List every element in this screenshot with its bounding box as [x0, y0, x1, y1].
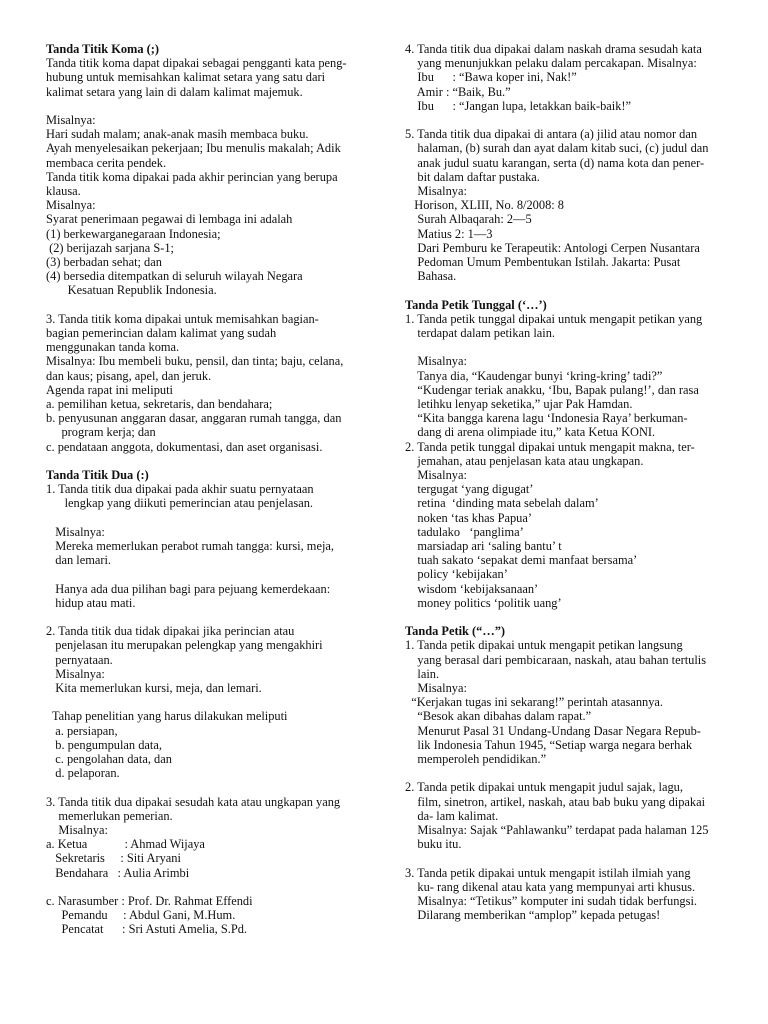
text-line: 4. Tanda titik dua dipakai dalam naskah drama sesudah kata	[405, 42, 702, 56]
blank-line	[46, 454, 364, 468]
text-line: tuah sakato ‘sepakat demi manfaat bersama’	[405, 553, 638, 568]
text-line: ku- rang dikenal atau kata yang mempunyai arti khusus.	[405, 879, 696, 894]
text-line: Misalnya: Sajak “Pahlawanku” terdapat pada halaman 125	[405, 823, 709, 838]
text-line: 5. Tanda titik dua dipakai di antara (a) jilid atau nomor dan	[405, 127, 698, 142]
text-line: 2. Tanda petik dipakai untuk mengapit judul sajak, lagu,	[405, 780, 683, 795]
blank-line	[405, 852, 727, 866]
text-line: menggunakan tanda koma.	[46, 340, 180, 355]
text-line: klausa.	[46, 184, 81, 199]
text-line: halaman, (b) surah dan ayat dalam kitab suci, (c) judul dan	[405, 141, 709, 156]
left-column	[46, 42, 364, 937]
text-line: penjelasan itu merupakan pelengkap yang mengakhiri	[46, 638, 323, 653]
text-line: da- lam kalimat.	[405, 808, 499, 823]
text-line: Pedoman Umum Pembentukan Istilah. Jakarta: Pusat	[405, 255, 681, 270]
text-line: bit dalam daftar pustaka.	[405, 169, 540, 184]
text-line: (4) bersedia ditempatkan di seluruh wilayah Negara	[46, 269, 303, 284]
text-line: kalimat setara yang lain di dalam kalimat majemuk.	[46, 84, 303, 99]
text-line: 3. Tanda titik koma dipakai untuk memisahkan bagian-	[46, 311, 319, 326]
text-line: Tahap penelitian yang harus dilakukan meliputi	[46, 709, 288, 724]
text-line: policy ‘kebijakan’	[405, 567, 508, 582]
text-line: (3) berbadan sehat; dan	[46, 255, 162, 270]
text-line: Hari sudah malam; anak-anak masih membaca buku.	[46, 127, 309, 142]
text-line: Horison, XLIII, No. 8/2008: 8	[405, 198, 564, 213]
text-line: hubung untuk memisahkan kalimat setara yang satu dari	[46, 70, 326, 85]
text-line: 1. Tanda petik dipakai untuk mengapit petikan langsung	[405, 638, 683, 653]
blank-line	[46, 298, 364, 312]
text-line: Ibu : “Jangan lupa, letakkan baik-baik!”	[405, 98, 632, 113]
text-line: a. Ketua : Ahmad Wijaya	[46, 837, 205, 852]
text-line: Kesatuan Republik Indonesia.	[46, 283, 217, 298]
text-line: c. Narasumber : Prof. Dr. Rahmat Effendi	[46, 894, 253, 909]
blank-line	[46, 511, 364, 525]
text-line: Misalnya:	[46, 198, 96, 213]
blank-line	[405, 610, 727, 624]
blank-line	[46, 99, 364, 113]
text-line: Misalnya:	[405, 468, 467, 483]
text-line: memperoleh pendidikan.”	[405, 752, 547, 767]
text-line: c. pengolahan data, dan	[46, 752, 172, 767]
text-line: Misalnya:	[405, 354, 467, 369]
text-line: “Kerjakan tugas ini sekarang!” perintah atasannya.	[405, 695, 664, 710]
text-line: Tanya dia, “Kaudengar bunyi ‘kring-kring’ tadi?”	[405, 368, 663, 383]
text-line: marsiadap ari ‘saling bantu’ t	[405, 539, 562, 554]
blank-line	[46, 610, 364, 624]
text-line: d. pelaporan.	[46, 766, 120, 781]
blank-line	[46, 880, 364, 894]
text-line: b. penyusunan anggaran dasar, anggaran rumah tangga, dan	[46, 411, 342, 426]
text-line: Surah Albaqarah: 2—5	[405, 212, 532, 227]
text-line: lengkap yang diikuti pemerincian atau penjelasan.	[46, 496, 313, 511]
text-line: Dilarang memberikan “amplop” kepada petugas!	[405, 908, 661, 923]
section-heading: Tanda Titik Koma (;)	[46, 42, 160, 56]
text-line: “Besok akan dibahas dalam rapat.”	[405, 709, 592, 724]
text-line: Dari Pemburu ke Terapeutik: Antologi Cerpen Nusantara	[405, 240, 700, 255]
text-line: 2. Tanda titik dua tidak dipakai jika perincian atau	[46, 624, 295, 639]
blank-line	[405, 340, 727, 354]
text-line: Ayah menyelesaikan pekerjaan; Ibu menulis makalah; Adik	[46, 141, 341, 156]
text-line: membaca cerita pendek.	[46, 155, 167, 170]
text-line: Bahasa.	[405, 269, 457, 284]
text-line: “Kita bangga karena lagu ‘Indonesia Raya’ berkuman-	[405, 411, 688, 426]
text-line: buku itu.	[405, 837, 462, 852]
text-line: dang di arena olimpiade itu,” kata Ketua KONI.	[405, 425, 656, 440]
text-line: Pemandu : Abdul Gani, M.Hum.	[46, 908, 236, 923]
text-line: Syarat penerimaan pegawai di lembaga ini adalah	[46, 212, 293, 227]
text-line: retina ‘dinding mata sebelah dalam’	[405, 496, 599, 511]
text-line: memerlukan pemerian.	[46, 808, 173, 823]
text-line: dan lemari.	[46, 553, 112, 568]
text-line: Bendahara : Aulia Arimbi	[46, 865, 190, 880]
text-line: Misalnya:	[405, 184, 467, 199]
text-line: Misalnya:	[405, 681, 467, 696]
blank-line	[46, 695, 364, 709]
text-line: Misalnya:	[46, 113, 96, 127]
text-line: Mereka memerlukan perabot rumah tangga: kursi, meja,	[46, 539, 334, 554]
text-line: bagian pemerincian dalam kalimat yang sudah	[46, 326, 277, 341]
text-line: (2) berijazah sarjana S-1;	[46, 240, 174, 255]
text-line: 3. Tanda titik dua dipakai sesudah kata atau ungkapan yang	[46, 794, 341, 809]
right-column	[405, 42, 727, 923]
section-heading: Tanda Titik Dua (:)	[46, 468, 149, 483]
section-heading: Tanda Petik (“…”)	[405, 624, 506, 639]
text-line: Kita memerlukan kursi, meja, dan lemari.	[46, 681, 262, 696]
text-line: dan kaus; pisang, apel, dan jeruk.	[46, 368, 212, 383]
text-line: Misalnya:	[46, 823, 108, 838]
text-line: wisdom ‘kebijaksanaan’	[405, 581, 539, 596]
text-line: 3. Tanda petik dipakai untuk mengapit istilah ilmiah yang	[405, 865, 691, 880]
text-line: tergugat ‘yang digugat’	[405, 482, 534, 497]
blank-line	[46, 567, 364, 581]
text-line: Ibu : “Bawa koper ini, Nak!”	[405, 70, 577, 85]
text-line: “Kudengar teriak anakku, ‘Ibu, Bapak pulang!’, dan rasa	[405, 382, 699, 397]
text-line: Pencatat : Sri Astuti Amelia, S.Pd.	[46, 922, 248, 937]
text-line: 1. Tanda titik dua dipakai pada akhir suatu pernyataan	[46, 482, 314, 497]
text-line: hidup atau mati.	[46, 595, 136, 610]
text-line: Agenda rapat ini meliputi	[46, 382, 173, 397]
section-heading: Tanda Petik Tunggal (‘…’)	[405, 297, 547, 312]
text-line: lik Indonesia Tahun 1945, “Setiap warga negara berhak	[405, 737, 693, 752]
text-line: b. pengumpulan data,	[46, 737, 162, 752]
text-line: Amir : “Baik, Bu.”	[405, 84, 511, 99]
blank-line	[405, 113, 727, 127]
text-line: 1. Tanda petik tunggal dipakai untuk mengapit petikan yang	[405, 311, 703, 326]
text-line: money politics ‘politik uang’	[405, 595, 562, 610]
text-line: Menurut Pasal 31 Undang-Undang Dasar Negara Repub-	[405, 723, 701, 738]
text-line: noken ‘tas khas Papua’	[405, 510, 532, 525]
text-line: a. persiapan,	[46, 723, 118, 738]
text-line: Tanda titik koma dapat dipakai sebagai pengganti kata peng-	[46, 56, 347, 71]
text-line: yang menunjukkan pelaku dalam percakapan. Misalnya:	[405, 56, 697, 71]
text-line: Misalnya:	[46, 666, 105, 681]
text-line: terdapat dalam petikan lain.	[405, 326, 556, 341]
text-line: program kerja; dan	[46, 425, 156, 440]
text-line: film, sinetron, artikel, naskah, atau bab buku yang dipakai	[405, 794, 706, 809]
text-line: lain.	[405, 666, 440, 681]
text-line: jemahan, atau penjelasan kata atau ungkapan.	[405, 453, 644, 468]
text-line: 2. Tanda petik tunggal dipakai untuk mengapit makna, ter-	[405, 439, 695, 454]
text-line: (1) berkewarganegaraan Indonesia;	[46, 226, 221, 241]
blank-line	[405, 766, 727, 780]
text-line: anak judul suatu karangan, serta (d) nama kota dan pener-	[405, 155, 705, 170]
text-line: Tanda titik koma dipakai pada akhir perincian yang berupa	[46, 169, 338, 184]
text-line: yang berasal dari pembicaraan, naskah, atau bahan tertulis	[405, 652, 707, 667]
text-line: letihku lenyap seketika,” ujar Pak Hamdan.	[405, 397, 633, 412]
text-line: c. pendataan anggota, dokumentasi, dan aset organisasi.	[46, 439, 323, 454]
text-line: Matius 2: 1—3	[405, 226, 493, 241]
text-line: Misalnya: “Tetikus” komputer ini sudah tidak berfungsi.	[405, 894, 697, 909]
blank-line	[405, 283, 727, 297]
text-line: a. pemilihan ketua, sekretaris, dan bendahara;	[46, 397, 273, 412]
text-line: tadulako ‘panglima’	[405, 524, 524, 539]
blank-line	[46, 780, 364, 794]
text-line: Hanya ada dua pilihan bagi para pejuang kemerdekaan:	[46, 581, 331, 596]
text-line: pernyataan.	[46, 652, 113, 667]
text-line: Misalnya:	[46, 524, 105, 539]
text-line: Sekretaris : Siti Aryani	[46, 851, 181, 866]
text-line: Misalnya: Ibu membeli buku, pensil, dan tinta; baju, celana,	[46, 354, 344, 369]
